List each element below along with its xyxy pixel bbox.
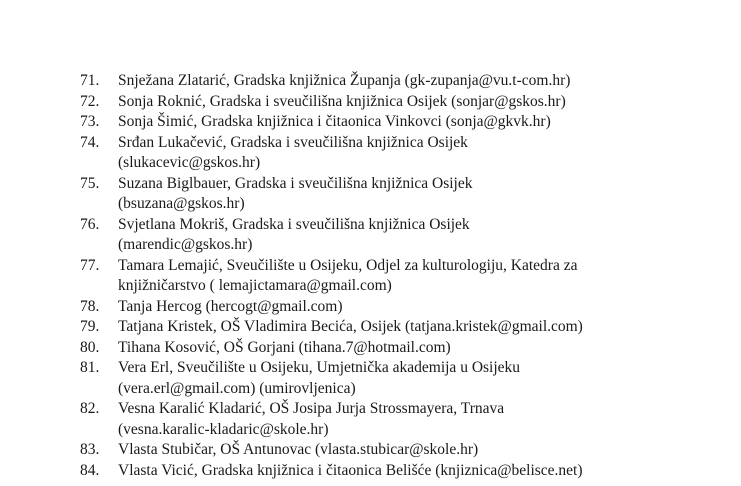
list-item-text bbox=[118, 461, 680, 482]
list-item bbox=[80, 71, 680, 92]
list-item bbox=[80, 358, 680, 399]
list-item-line: knjižničarstvo ( lemajictamara@gmail.com) bbox=[118, 277, 392, 294]
list-item-text bbox=[118, 338, 680, 359]
list-item bbox=[80, 297, 680, 318]
list-item-text bbox=[118, 317, 680, 338]
list-item-number: 76. bbox=[80, 215, 100, 233]
list-item-text bbox=[118, 256, 680, 297]
participant-list bbox=[80, 71, 680, 481]
list-item bbox=[80, 215, 680, 256]
list-item-number: 74. bbox=[80, 133, 100, 151]
list-item bbox=[80, 92, 680, 113]
list-item bbox=[80, 112, 680, 133]
list-item bbox=[80, 317, 680, 338]
list-item-line: Tanja Hercog (hercogt@gmail.com) bbox=[118, 297, 343, 315]
list-item-text bbox=[118, 358, 680, 399]
list-item-number: 73. bbox=[80, 113, 100, 130]
list-item-line: Vesna Karalić Kladarić, OŠ Josipa Jurja Strossmayera, Trnava bbox=[118, 400, 505, 417]
list-item-number: 71. bbox=[80, 72, 100, 89]
list-item-line: (marendic@gskos.hr) bbox=[118, 236, 253, 253]
list-item-line: Tihana Kosović, OŠ Gorjani (tihana.7@hotmail.com) bbox=[118, 338, 451, 356]
list-item bbox=[80, 461, 680, 482]
list-item-text bbox=[118, 215, 680, 256]
list-item-text bbox=[118, 133, 680, 174]
list-item bbox=[80, 440, 680, 461]
list-item-line: Svjetlana Mokriš, Gradska i sveučilišna knjižnica Osijek bbox=[118, 215, 470, 233]
list-item-line: Sonja Roknić, Gradska i sveučilišna knjižnica Osijek (sonjar@gskos.hr) bbox=[118, 92, 566, 110]
list-item-line: (slukacevic@gskos.hr) bbox=[118, 154, 261, 171]
list-item-line: Suzana Biglbauer, Gradska i sveučilišna knjižnica Osijek bbox=[118, 174, 473, 192]
list-item-number: 83. bbox=[80, 441, 100, 458]
list-item-line: Sonja Šimić, Gradska knjižnica i čitaonica Vinkovci (sonja@gkvk.hr) bbox=[118, 113, 551, 130]
list-item-text bbox=[118, 92, 680, 113]
list-item-line: Tatjana Kristek, OŠ Vladimira Becića, Osijek (tatjana.kristek@gmail.com) bbox=[118, 318, 583, 335]
list-item-line: (vera.erl@gmail.com) (umirovljenica) bbox=[118, 379, 356, 397]
list-item-line: Vlasta Stubičar, OŠ Antunovac (vlasta.stubicar@skole.hr) bbox=[118, 441, 479, 458]
list-item-line: Vera Erl, Sveučilište u Osijeku, Umjetnička akademija u Osijeku bbox=[118, 359, 521, 376]
list-item-line: Tamara Lemajić, Sveučilište u Osijeku, Odjel za kulturologiju, Katedra za bbox=[118, 256, 578, 274]
list-item bbox=[80, 338, 680, 359]
list-item-number: 78. bbox=[80, 297, 100, 315]
list-item-line: (vesna.karalic-kladaric@skole.hr) bbox=[118, 420, 329, 438]
list-item-text bbox=[118, 440, 680, 461]
list-item-text bbox=[118, 399, 680, 440]
list-item-number: 80. bbox=[80, 338, 100, 356]
list-item-text bbox=[118, 297, 680, 318]
list-item-text bbox=[118, 71, 680, 92]
list-item-line: Snježana Zlatarić, Gradska knjižnica Županja (gk-zupanja@vu.t-com.hr) bbox=[118, 72, 571, 89]
list-item-line: Vlasta Vicić, Gradska knjižnica i čitaonica Belišće (knjiznica@belisce.net) bbox=[118, 461, 583, 479]
list-item-number: 79. bbox=[80, 318, 100, 335]
list-item-number: 77. bbox=[80, 256, 100, 274]
list-item bbox=[80, 133, 680, 174]
list-item-number: 72. bbox=[80, 92, 100, 110]
list-item-number: 75. bbox=[80, 174, 100, 192]
list-item-number: 82. bbox=[80, 400, 100, 417]
list-item-text bbox=[118, 112, 680, 133]
list-item-number: 84. bbox=[80, 461, 100, 479]
list-item-text bbox=[118, 174, 680, 215]
list-item bbox=[80, 174, 680, 215]
list-item-line: Srđan Lukačević, Gradska i sveučilišna knjižnica Osijek bbox=[118, 133, 468, 151]
list-item-line: (bsuzana@gskos.hr) bbox=[118, 195, 245, 212]
list-item bbox=[80, 399, 680, 440]
list-item bbox=[80, 256, 680, 297]
list-item-number: 81. bbox=[80, 359, 100, 376]
